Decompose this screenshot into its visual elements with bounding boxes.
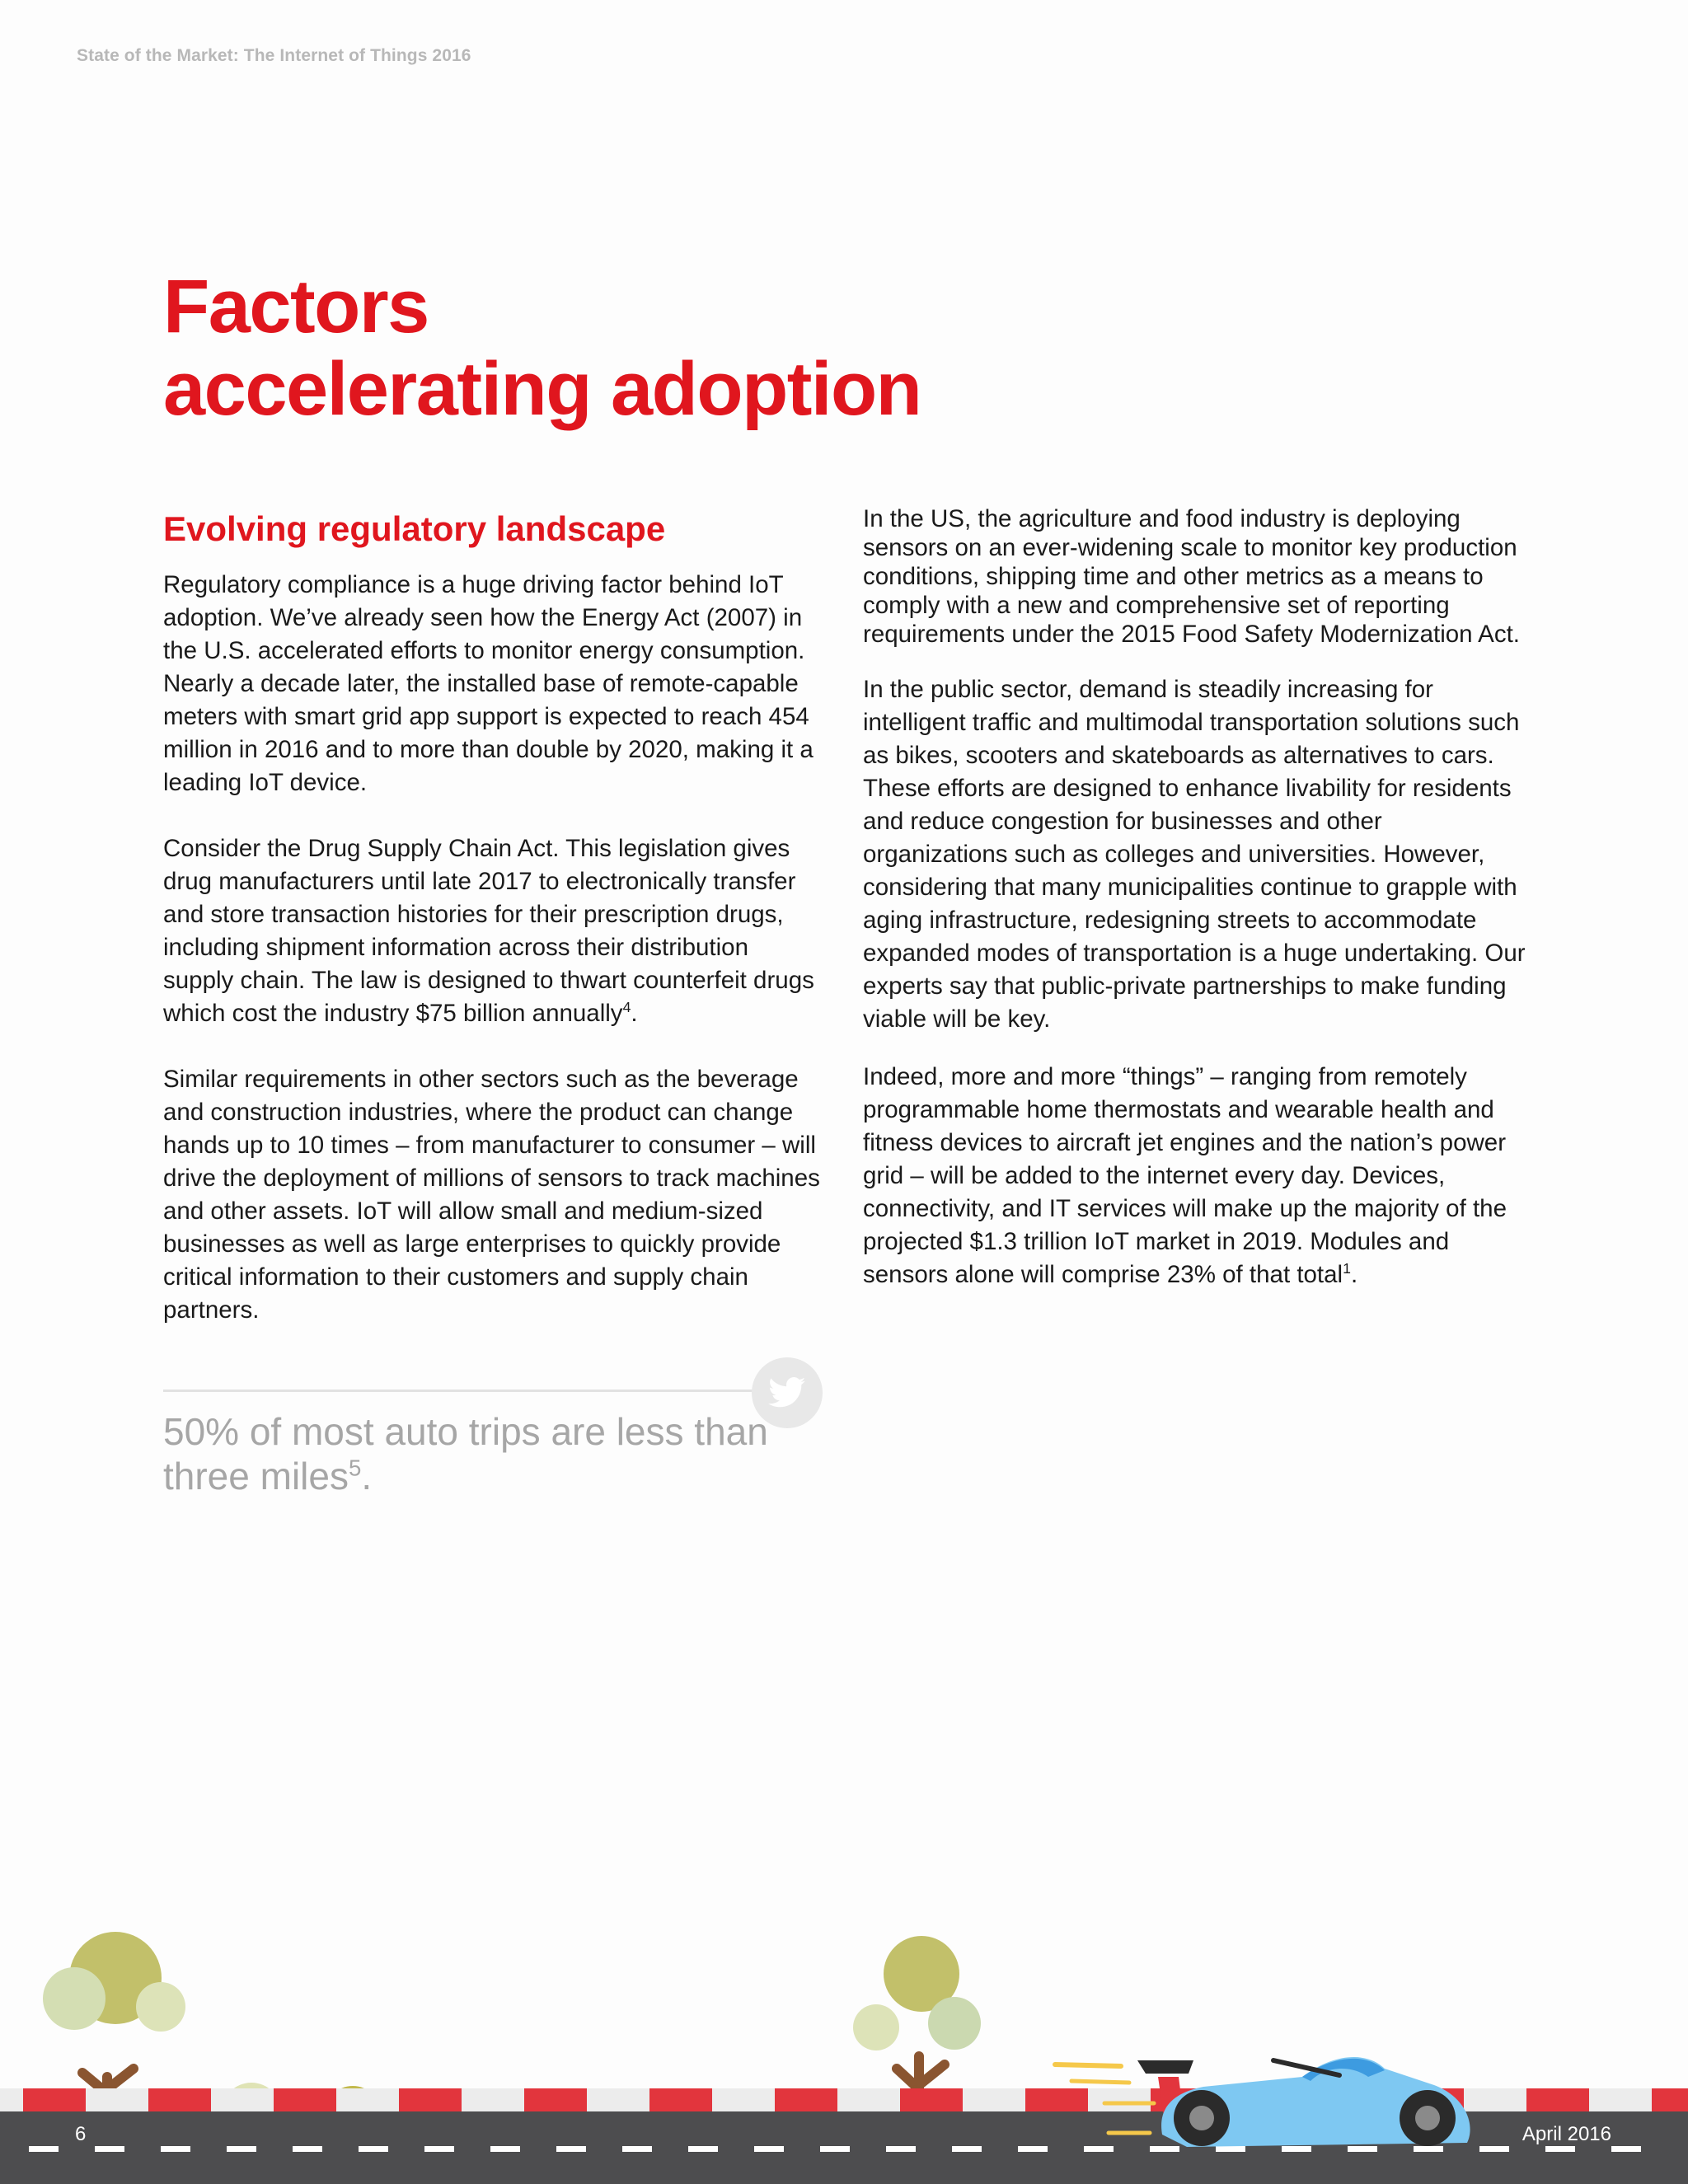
right-column (863, 504, 1531, 1316)
section-subhead: Evolving regulatory landscape (163, 509, 666, 548)
left-paragraph-1-text: Regulatory compliance is a huge driving factor behind IoT adoption. We’ve already seen how the Energy Act (2007) in the U.S. accelerated efforts to monitor energy consumption. Nearly a decade later, the installed base of remote-capable meters with smart grid app support is expected to reach 454 million in 2016 and to more than double by 2020, making it a leading IoT device. (163, 571, 814, 796)
page-number: 6 (75, 2123, 87, 2145)
title-line-1: Factors (163, 265, 429, 349)
title-line-2: accelerating adoption (163, 347, 921, 431)
pull-quote: 50% of most auto trips are less than three miles$^5$. (163, 1410, 768, 1497)
road-scene-illustration (0, 1912, 1688, 2184)
right-paragraph-1 (863, 504, 1531, 649)
left-column (163, 504, 823, 1360)
left-paragraph-2: Consider the Drug Supply Chain Act. This legislation gives drug manufacturers until late 2017 to electronically transfer and store transaction histories for their prescription drugs, including shipment information across their distribution supply chain. The law is designed to thwart counterfeit drugs which cost the industry $75 billion annually$^4$. (163, 835, 814, 1027)
right-paragraph-1-text: In the US, the agriculture and food industry is deploying sensors on an ever-widening scale to monitor key production conditions, shipping time and other metrics as a means to comply with a new and comprehensive set of reporting requirements under the 2015 Food Safety Modernization Act. (863, 505, 1520, 648)
left-paragraph-1 (163, 569, 823, 799)
race-car (1055, 2057, 1470, 2147)
right-paragraph-2-text: In the public sector, demand is steadily increasing for intelligent traffic and multimodal transportation solutions such as bikes, scooters and skateboards as alternatives to cars. These efforts are designed to enhance livability for residents and reduce congestion for businesses and other organizations such as colleges and universities. However, considering that many municipalities continue to grapple with aging infrastructure, redesigning streets to accommodate expanded modes of transportation is a huge undertaking. Our experts say that public-private partnerships to make funding viable will be key. (863, 676, 1526, 1033)
right-paragraph-3-text: Indeed, more and more “things” – ranging from remotely programmable home thermostats and wearable health and fitness devices to aircraft jet engines and the nation’s power grid – will be added to the internet every day. Devices, connectivity, and IT services will make up the majority of the projected $1.3 trillion IoT market in 2019. Modules and sensors alone will comprise 23% of that total (863, 1063, 1507, 1288)
running-header: State of the Market: The Internet of Things 2016 (77, 46, 471, 65)
footnote-ref-1[interactable]: 1 (1343, 1260, 1351, 1277)
publication-date: April 2016 (1522, 2123, 1611, 2145)
right-paragraph-3: Indeed, more and more “things” – ranging from remotely programmable home thermostats and wearable health and fitness devices to aircraft jet engines and the nation’s power grid – will be added to the internet every day. Devices, connectivity, and IT services will make up the majority of the projected $1.3 trillion IoT market in 2019. Modules and sensors alone will comprise 23% of that total$^1$. (863, 1063, 1507, 1288)
left-paragraph-3-text: Similar requirements in other sectors such as the beverage and construction industries, where the product can change hands up to 10 times – from manufacturer to consumer – will drive the deployment of millions of sensors to track machines and other assets. IoT will allow small and medium-sized businesses as well as large enterprises to quickly provide critical information to their customers and supply chain partners. (163, 1066, 820, 1324)
twitter-bird-icon (768, 1377, 806, 1408)
pull-quote-divider (163, 1390, 761, 1392)
right-paragraph-2 (863, 673, 1531, 1036)
footnote-ref-5[interactable]: 5 (348, 1455, 362, 1481)
left-paragraph-2-text: Consider the Drug Supply Chain Act. This legislation gives drug manufacturers until late 2017 to electronically transfer and store transaction histories for their prescription drugs, including shipment information across their distribution supply chain. The law is designed to thwart counterfeit drugs which cost the industry $75 billion annually (163, 835, 814, 1027)
page-title (163, 265, 921, 430)
pull-quote-text: 50% of most auto trips are less than three miles (163, 1410, 768, 1497)
left-paragraph-3 (163, 1063, 823, 1327)
footnote-ref-4[interactable]: 4 (622, 999, 631, 1016)
